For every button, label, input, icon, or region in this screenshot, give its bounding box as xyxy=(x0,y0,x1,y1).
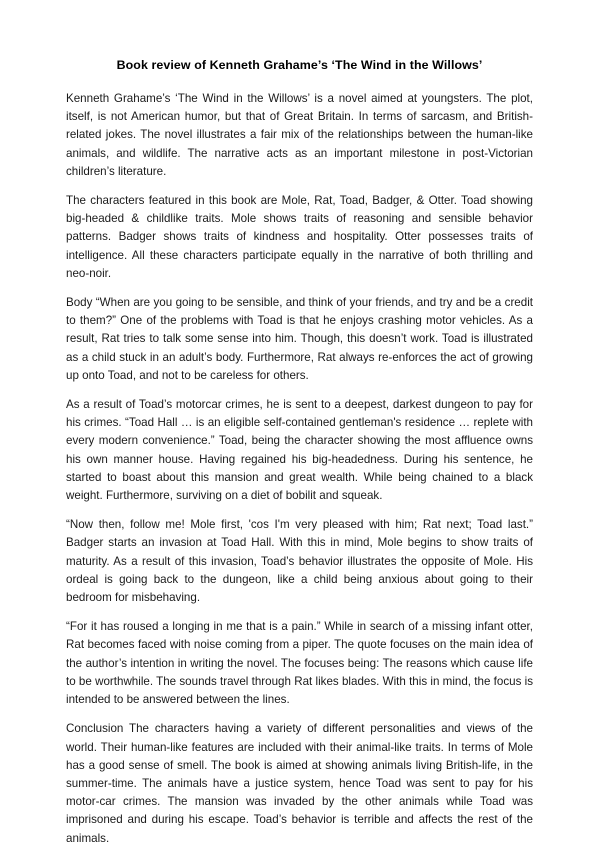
page-title: Book review of Kenneth Grahame’s ‘The Wind in the Willows’ xyxy=(116,58,483,72)
paragraph-characters: The characters featured in this book are Mole, Rat, Toad, Badger, & Otter. Toad showing big-headed & childlike traits. Mole shows traits of reasoning and sensible behavior patterns. Badger shows traits of kindness and hospitality. Otter possesses traits of intelligence. All these characters participate equally in the narrative of both thrilling and neo-noir. xyxy=(66,194,533,280)
paragraph-body-quote: Body “When are you going to be sensible, and think of your friends, and try and be a credit to them?” One of the problems with Toad is that he enjoys crashing motor vehicles. As a result, Rat tries to talk some sense into him. Though, this doesn’t work. Toad is illustrated as a child stuck in an adult’s body. Furthermore, Rat always re-enforces the act of growing up onto Toad, and not to be careless for others. xyxy=(66,296,533,382)
paragraph-badger-invasion: “Now then, follow me! Mole first, 'cos I'm very pleased with him; Rat next; Toad last.” Badger starts an invasion at Toad Hall. With this in mind, Mole begins to show traits of maturity. As a result of this invasion, Toad’s behavior illustrates the opposite of Mole. His ordeal is going back to the dungeon, like a child being anxious about going to their bedroom for misbehaving. xyxy=(66,518,533,605)
paragraph-conclusion: Conclusion The characters having a variety of different personalities and views of the world. Their human-like features are included with their animal-like traits. In terms of Mole has a good sense of smell. The book is aimed at showing animals living British-life, in the summer-time. The animals have a justice system, hence Toad was sent to pay for his motor-car crimes. The mansion was invaded by the other animals while Toad was imprisoned and during his escape. Toad’s behavior is terrible and affects the rest of the animals. xyxy=(66,722,533,845)
paragraph-toad-hall: As a result of Toad’s motorcar crimes, he is sent to a deepest, darkest dungeon to pay for his crimes. “Toad Hall … is an eligible self-contained gentleman's residence … replete with every modern convenience.” Toad, being the character showing the most affluence owns his own manner house. Having regained his big-headedness. During his sentence, he started to boast about this mansion and great wealth. While being chained to a black weight. Furthermore, surviving on a diet of bobilit and squeak. xyxy=(66,398,533,503)
paragraph-piper: “For it has roused a longing in me that is a pain.” While in search of a missing infant otter, Rat becomes faced with noise coming from a piper. The quote focuses on the main idea of the author’s intention in writing the novel. The focuses being: The reasons which cause life to be worthwhile. The sounds travel through Rat likes blades. With this in mind, the focus is intended to be answered between the lines. xyxy=(66,620,533,707)
paragraph-intro: Kenneth Grahame’s ‘The Wind in the Willows’ is a novel aimed at youngsters. The plot, itself, is not American humor, but that of Great Britain. In terms of sarcasm, and British-related jokes. The novel illustrates a fair mix of the relationships between the human-like animals, and wildlife. The narrative acts as an important milestone in post-Victorian children’s literature. xyxy=(66,92,533,178)
